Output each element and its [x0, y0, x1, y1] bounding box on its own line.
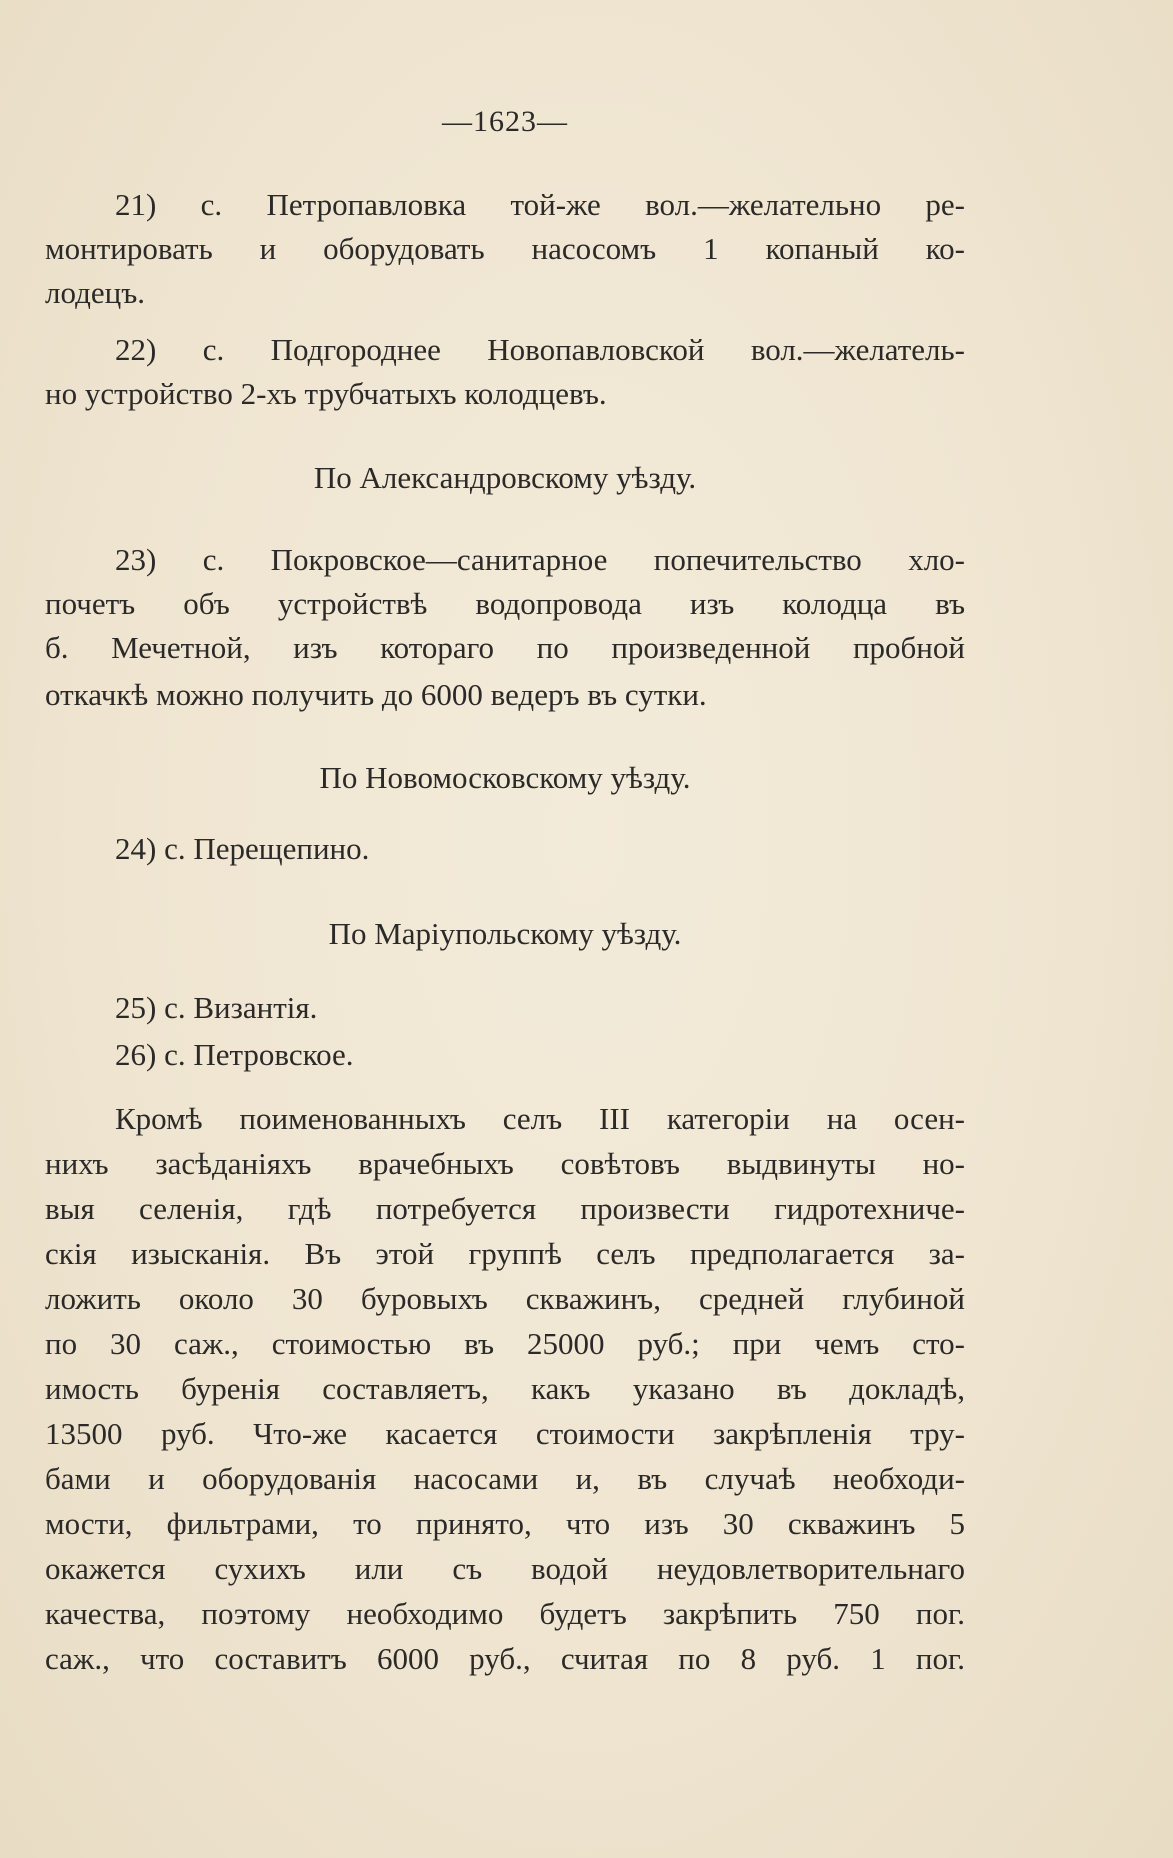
- closing-line-9: бами и оборудованія насосами и, въ случаѣ необходи-: [45, 1461, 965, 1496]
- item-23-line-3: б. Мечетной, изъ котораго по произведенной пробной: [45, 630, 965, 665]
- closing-line-10: мости, фильтрами, то принято, что изъ 30 скважинъ 5: [45, 1506, 965, 1541]
- item-21-line-3: лодецъ.: [45, 275, 145, 310]
- page-number: —1623—: [442, 105, 568, 138]
- closing-line-8: 13500 руб. Что-же касается стоимости закрѣпленія тру-: [45, 1416, 965, 1451]
- item-24: 24) с. Перещепино.: [115, 831, 370, 866]
- closing-line-7: имость буренія составляетъ, какъ указано въ докладѣ,: [45, 1371, 965, 1406]
- closing-line-12: качества, поэтому необходимо будетъ закрѣпить 750 пог.: [45, 1596, 965, 1631]
- item-21-line-1: 21) с. Петропавловка той-же вол.—желательно ре-: [115, 187, 965, 222]
- item-23-line-1: 23) с. Покровское—санитарное попечительство хло-: [115, 542, 965, 577]
- section-heading-mariupolsky: По Маріупольскому уѣзду.: [328, 916, 682, 951]
- section-heading-novomoskovsky: По Новомосковскому уѣзду.: [319, 760, 691, 795]
- closing-line-11: окажется сухихъ или съ водой неудовлетворительнаго: [45, 1551, 965, 1586]
- closing-line-6: по 30 саж., стоимостью въ 25000 руб.; при чемъ сто-: [45, 1326, 965, 1361]
- item-26: 26) с. Петровское.: [115, 1037, 354, 1072]
- closing-line-3: выя селенія, гдѣ потребуется произвести гидротехниче-: [45, 1191, 965, 1226]
- item-21-line-2: монтировать и оборудовать насосомъ 1 копаный ко-: [45, 231, 965, 266]
- closing-line-2: нихъ засѣданіяхъ врачебныхъ совѣтовъ выдвинуты но-: [45, 1146, 965, 1181]
- closing-line-4: скія изысканія. Въ этой группѣ селъ предполагается за-: [45, 1236, 965, 1271]
- closing-line-13: саж., что составитъ 6000 руб., считая по 8 руб. 1 пог.: [45, 1641, 965, 1676]
- section-heading-alexandrovsky: По Александровскому уѣзду.: [313, 460, 697, 495]
- closing-line-5: ложить около 30 буровыхъ скважинъ, средней глубиной: [45, 1281, 965, 1316]
- item-22-line-1: 22) с. Подгороднее Новопавловской вол.—желатель-: [115, 332, 965, 367]
- closing-line-1: Кромѣ поименованныхъ селъ III категоріи на осен-: [115, 1101, 965, 1136]
- item-23-line-2: почетъ объ устройствѣ водопровода изъ колодца въ: [45, 586, 965, 621]
- item-22-line-2: но устройство 2-хъ трубчатыхъ колодцевъ.: [45, 376, 607, 411]
- item-25: 25) с. Византія.: [115, 990, 318, 1025]
- item-23-line-4: откачкѣ можно получить до 6000 ведеръ въ сутки.: [45, 677, 707, 712]
